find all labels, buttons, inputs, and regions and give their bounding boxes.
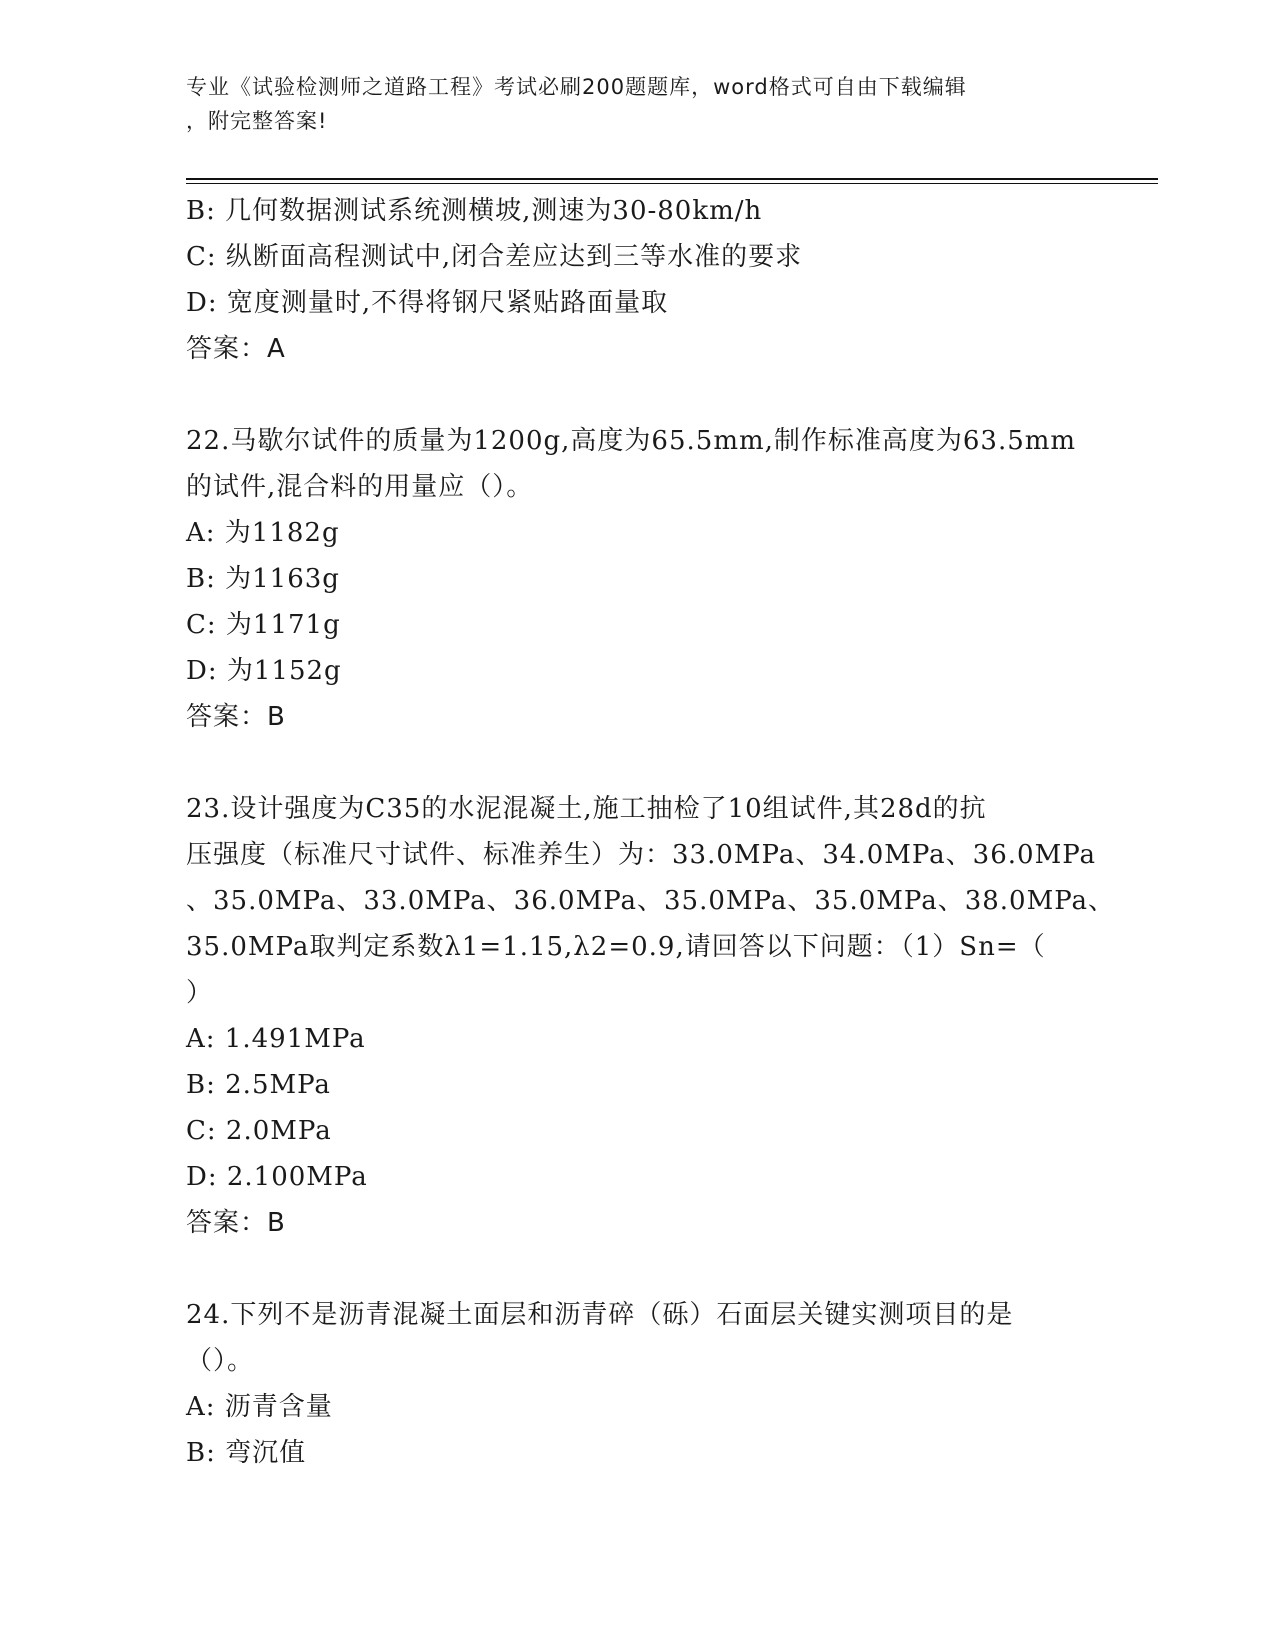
option-c: C: 2.0MPa <box>186 1116 332 1146</box>
header-line-1: 专业《试验检测师之道路工程》考试必刷200题题库，word格式可自由下载编辑 <box>186 75 967 99</box>
question-stem-line: 23.设计强度为C35的水泥混凝土,施工抽检了10组试件,其28d的抗 <box>186 794 987 824</box>
question-stem-line: 24.下列不是沥青混凝土面层和沥青碎（砾）石面层关键实测项目的是 <box>186 1300 1014 1330</box>
option-d: D: 宽度测量时,不得将钢尺紧贴路面量取 <box>186 288 669 318</box>
header-divider <box>186 178 1158 184</box>
question-24 <box>186 1292 1086 1476</box>
question-stem-line: 、35.0MPa、33.0MPa、36.0MPa、35.0MPa、35.0MPa、38.0MPa、 <box>186 886 1116 916</box>
option-d: D: 为1152g <box>186 656 342 686</box>
question-23 <box>186 786 1116 1246</box>
question-stem-line: 35.0MPa取判定系数λ1=1.15,λ2=0.9,请回答以下问题：（1）Sn=（ <box>186 932 1046 962</box>
question-stem-line: 的试件,混合料的用量应（）。 <box>186 472 534 502</box>
option-a: A: 1.491MPa <box>186 1024 366 1054</box>
header-line-2: ，附完整答案! <box>186 109 328 133</box>
option-b: B: 弯沉值 <box>186 1438 307 1468</box>
option-b: B: 几何数据测试系统测横坡,测速为30-80km/h <box>186 196 763 226</box>
question-21-continued <box>186 188 1086 372</box>
answer: 答案：B <box>186 702 286 732</box>
question-stem-line: 压强度（标准尺寸试件、标准养生）为：33.0MPa、34.0MPa、36.0MPa <box>186 840 1097 870</box>
option-a: A: 沥青含量 <box>186 1392 333 1422</box>
answer: 答案：A <box>186 334 286 364</box>
question-stem-line: ） <box>186 978 214 1008</box>
question-22 <box>186 418 1086 740</box>
option-a: A: 为1182g <box>186 518 340 548</box>
option-b: B: 为1163g <box>186 564 340 594</box>
option-c: C: 为1171g <box>186 610 341 640</box>
question-stem-line: （）。 <box>186 1346 255 1376</box>
document-header <box>186 70 1086 138</box>
option-d: D: 2.100MPa <box>186 1162 368 1192</box>
answer: 答案：B <box>186 1208 286 1238</box>
question-stem-line: 22.马歇尔试件的质量为1200g,高度为65.5mm,制作标准高度为63.5mm <box>186 426 1077 456</box>
option-b: B: 2.5MPa <box>186 1070 331 1100</box>
option-c: C: 纵断面高程测试中,闭合差应达到三等水准的要求 <box>186 242 803 272</box>
question-list <box>186 188 1116 1476</box>
